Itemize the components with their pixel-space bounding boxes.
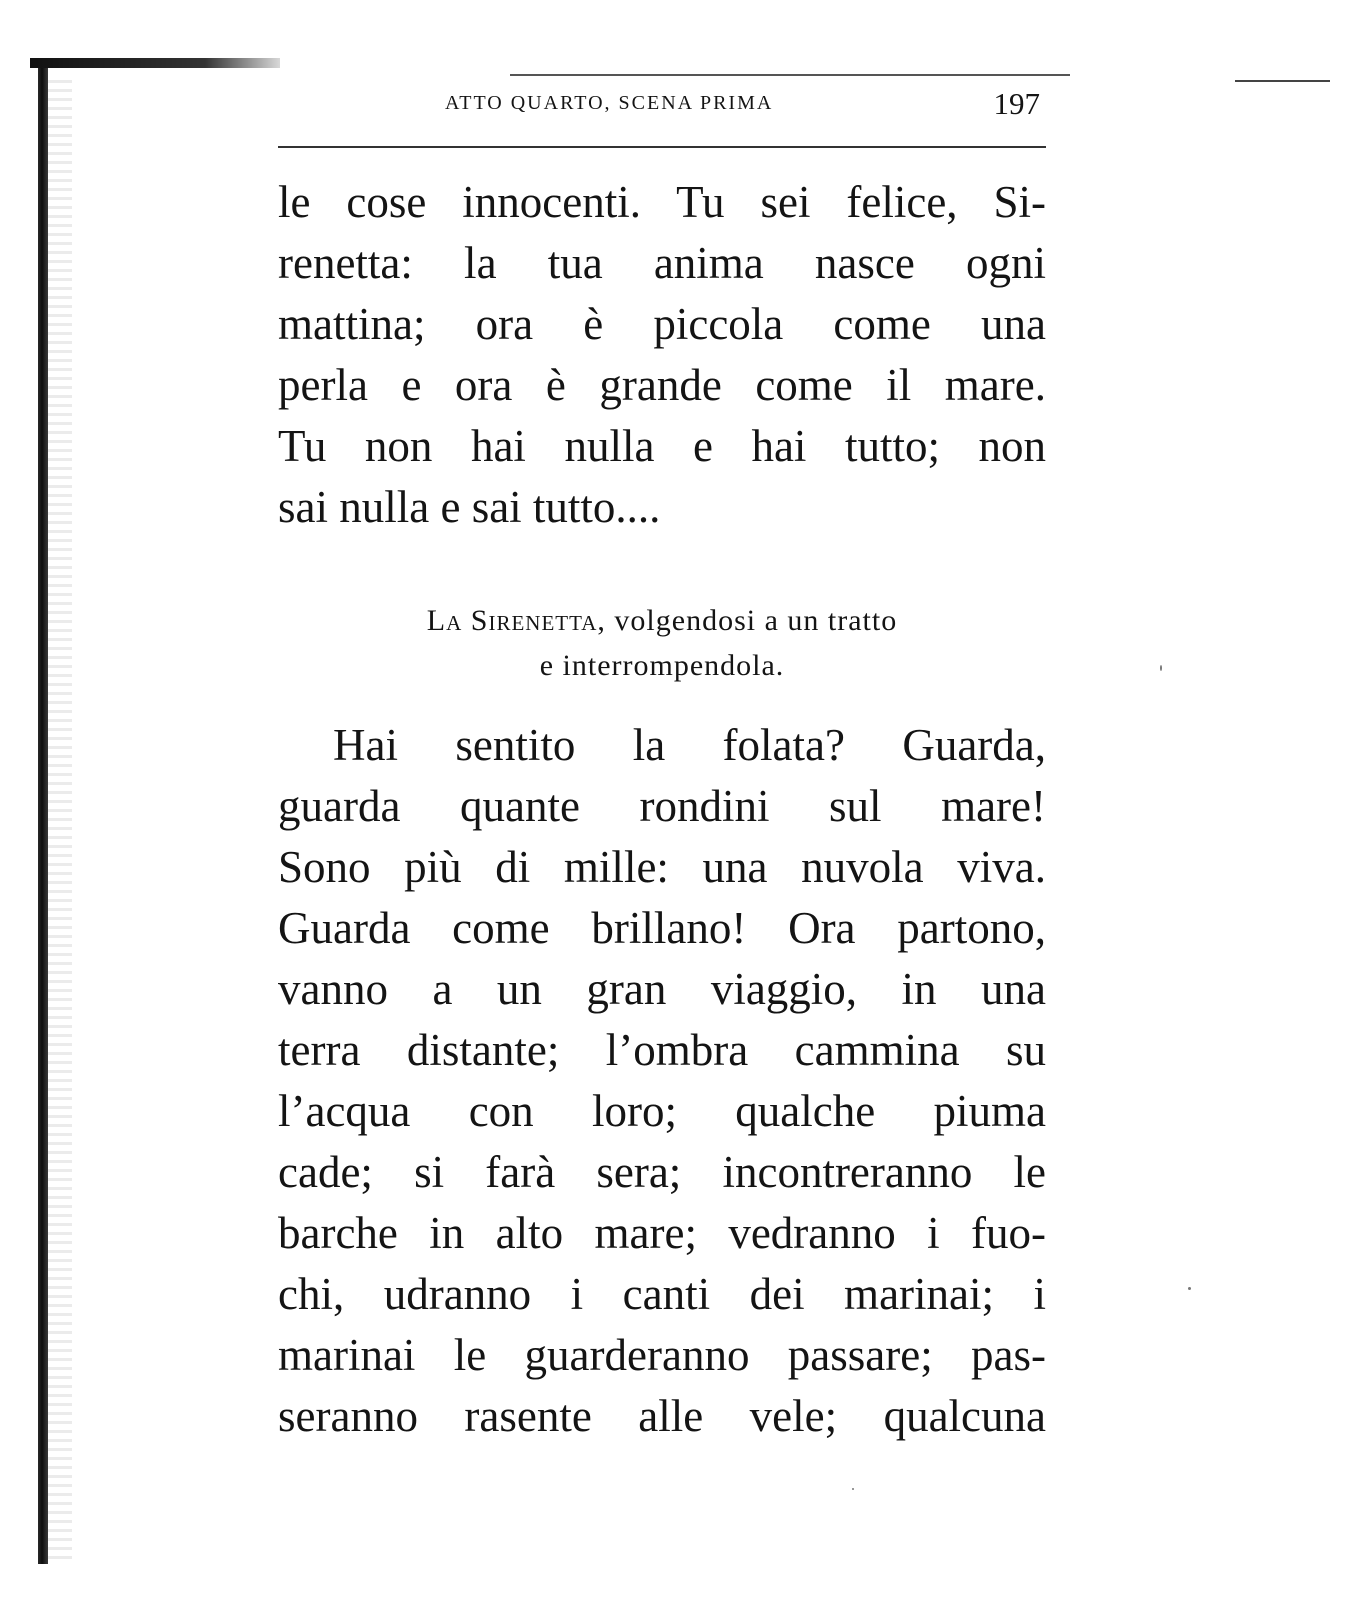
top-edge-mark — [30, 58, 280, 68]
dust-speck — [852, 1488, 854, 1490]
text-line: cade; si farà sera; incontreranno le — [278, 1147, 1046, 1197]
text-line: guarda quante rondini sul mare! — [278, 781, 1046, 831]
dust-speck — [1188, 1287, 1191, 1290]
book-spine-shadow — [38, 64, 48, 1564]
text-line: renetta: la tua anima nasce ogni — [278, 238, 1046, 288]
stage-direction — [278, 598, 1046, 688]
text-line: l’acqua con loro; qualche piuma — [278, 1086, 1046, 1136]
stage-direction-text: volgendosi a un tratto — [614, 604, 898, 637]
text-line: Guarda come brillano! Ora partono, — [278, 903, 1046, 953]
text-line: vanno a un gran viaggio, in una — [278, 964, 1046, 1014]
text-line: le cose innocenti. Tu sei felice, Si- — [278, 177, 1046, 227]
top-right-edge-line — [1235, 80, 1330, 82]
speech-continuation — [278, 172, 1046, 538]
text-line: perla e ora è grande come il mare. — [278, 360, 1046, 410]
running-head — [280, 86, 1040, 126]
dust-speck — [1160, 665, 1162, 671]
text-line: mattina; ora è piccola come una — [278, 299, 1046, 349]
text-line: Hai sentito la folata? Guarda, — [333, 720, 1046, 770]
text-line: barche in alto mare; vedranno i fuo- — [278, 1208, 1046, 1258]
text-line: marinai le guarderanno passare; pas- — [278, 1330, 1046, 1380]
text-line: Sono più di mille: una nuvola viva. — [278, 842, 1046, 892]
running-head-title: ATTO QUARTO, SCENA PRIMA — [445, 92, 774, 114]
top-edge-line — [510, 74, 1070, 76]
text-line: chi, udranno i canti dei marinai; i — [278, 1269, 1046, 1319]
character-name: La Sirenetta, — [426, 604, 606, 637]
text-line: Tu non hai nulla e hai tutto; non — [278, 421, 1046, 471]
text-line: terra distante; l’ombra cammina su — [278, 1025, 1046, 1075]
text-line: seranno rasente alle vele; qualcuna — [278, 1391, 1046, 1441]
stage-direction-line — [278, 598, 1046, 643]
text-line: sai nulla e sai tutto.... — [278, 482, 661, 532]
speech-sirenetta — [278, 715, 1046, 1447]
header-rule — [278, 146, 1046, 148]
stage-direction-line: e interrompendola. — [539, 649, 785, 682]
page-number: 197 — [993, 86, 1040, 121]
spine-texture — [48, 80, 72, 1560]
